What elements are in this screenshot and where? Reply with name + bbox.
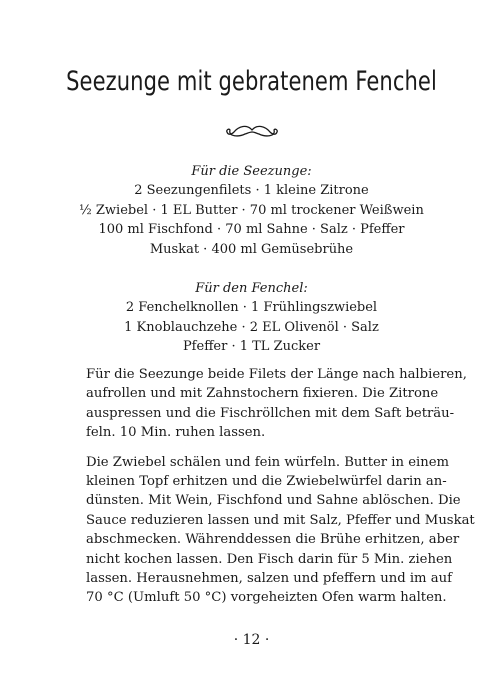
ingredient-line: 2 Seezungenfilets · 1 kleine Zitrone <box>134 183 369 199</box>
ingredient-line: Muskat · 400 ml Gemüsebrühe <box>149 241 354 257</box>
ingredients-section <box>60 162 443 377</box>
instruction-line: auspressen und die Fischröllchen mit dem Saft beträu- <box>86 405 455 421</box>
instruction-line: 70 °C (Umluft 50 °C) vorgeheizten Ofen warm halten. <box>86 590 447 606</box>
page-number: · 12 · <box>233 632 270 648</box>
ingredients-heading: Für den Fenchel: <box>195 281 308 297</box>
ingredients-seezunge <box>60 162 443 259</box>
recipe-title: Seezunge mit gebratenem Fenchel <box>66 66 437 97</box>
ingredient-line: ½ Zwiebel · 1 EL Butter · 70 ml trockener Weißwein <box>79 202 424 218</box>
instruction-line: abschmecken. Währenddessen die Brühe erhitzen, aber <box>86 532 460 548</box>
instruction-line: Die Zwiebel schälen und fein würfeln. Butter in einem <box>86 454 450 470</box>
ingredient-line: 1 Knoblauchzehe · 2 EL Olivenöl · Salz <box>124 319 379 335</box>
ingredients-heading: Für die Seezunge: <box>191 164 312 179</box>
ingredient-line: 2 Fenchelknollen · 1 Frühlingszwiebel <box>125 300 378 316</box>
instruction-line: lassen. Herausnehmen, salzen und pfeffern und im auf <box>86 571 452 587</box>
instruction-line: dünsten. Mit Wein, Fischfond und Sahne ablöschen. Die <box>86 493 461 509</box>
ingredients-fenchel <box>60 279 443 357</box>
instruction-line: Sauce reduzieren lassen und mit Salz, Pfeffer und Muskat <box>86 512 475 528</box>
instruction-paragraph <box>86 365 467 443</box>
instruction-paragraph <box>86 453 475 608</box>
instruction-line: nicht kochen lassen. Den Fisch darin für 5 Min. ziehen <box>86 551 453 567</box>
instructions <box>86 365 475 618</box>
ingredient-line: 100 ml Fischfond · 70 ml Sahne · Salz · Pfeffer <box>98 222 405 238</box>
instruction-line: Für die Seezunge beide Filets der Länge nach halbieren, <box>86 367 467 382</box>
instruction-line: kleinen Topf erhitzen und die Zwiebelwürfel darin an- <box>86 474 447 490</box>
instruction-line: aufrollen und mit Zahnstochern fixieren. Die Zitrone <box>86 386 439 402</box>
instruction-line: feln. 10 Min. ruhen lassen. <box>86 425 266 441</box>
mustache-ornament-icon <box>225 121 279 143</box>
ingredient-line: Pfeffer · 1 TL Zucker <box>182 339 321 355</box>
